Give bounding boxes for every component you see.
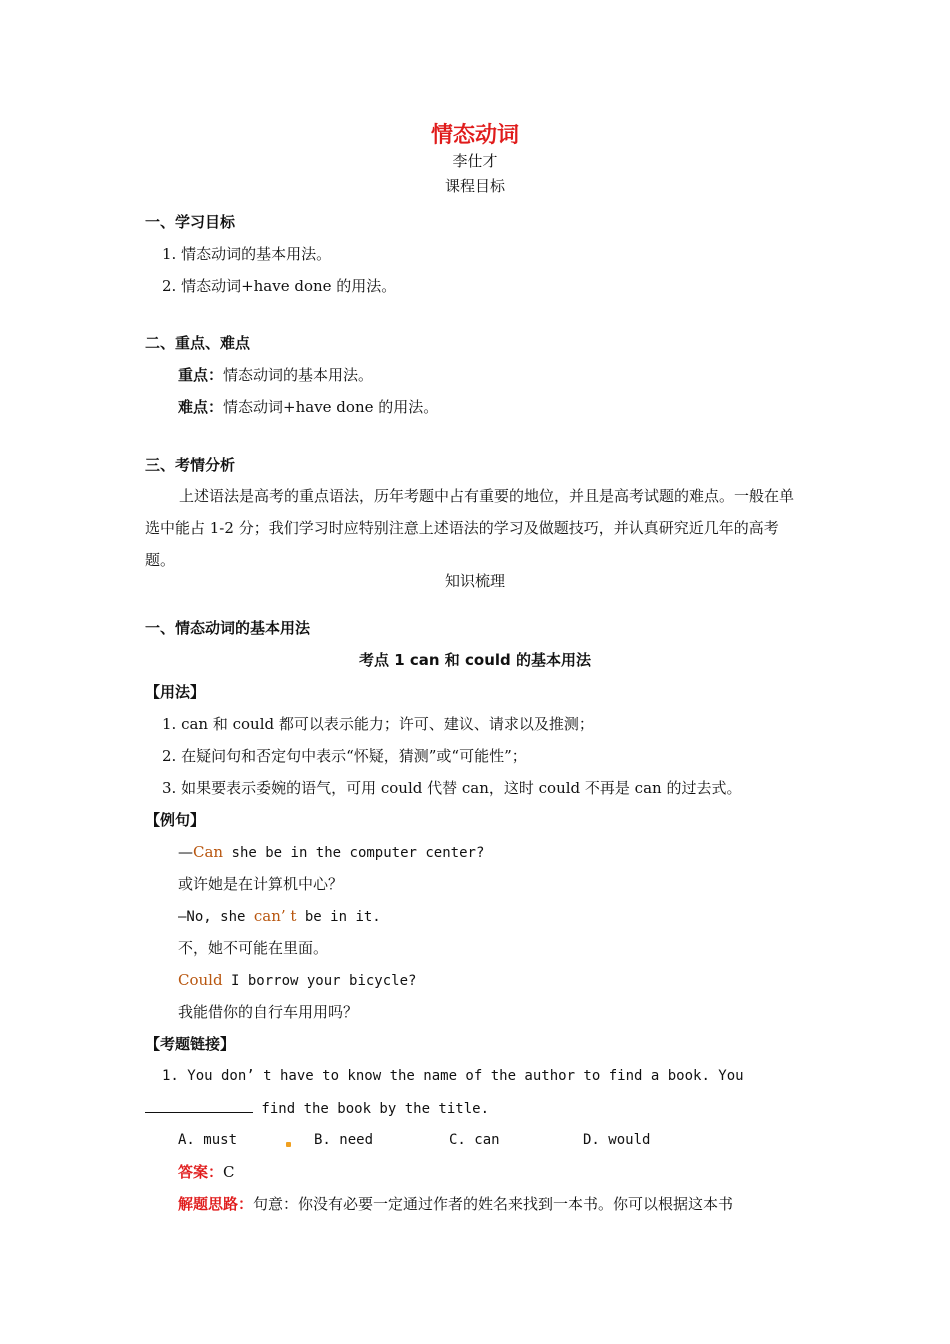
section-heading-key-points: 二、重点、难点 [145,334,251,352]
modal-can: Can [193,843,224,861]
usage-item-1: 1. can 和 could 都可以表示能力；许可、建议、请求以及推测； [162,715,594,733]
section-heading-learning-goals: 一、学习目标 [145,213,236,231]
example-question-2 [178,970,416,991]
example-question-1-rest: she be in the computer center? [223,845,485,861]
option-b: B. need [314,1132,374,1148]
analysis-text: 句意：你没有必要一定通过作者的姓名来找到一本书。你可以根据这本书 [253,1195,734,1213]
exam-question-line-1: 1. You don’ t have to know the name of the author to find a book. You [162,1068,744,1084]
difficulty-line [178,397,438,417]
usage-item-2: 2. 在疑问句和否定句中表示“怀疑，猜测”或“可能性”； [162,747,527,765]
exam-analysis-text: 上述语法是高考的重点语法，历年考题中占有重要的地位，并且是高考试题的难点。一般在单选中能占 1-2 分；我们学习时应特别注意上述语法的学习及做题技巧，并认真研究近几年的高考题。 [145,487,795,569]
example-answer-1 [178,906,381,927]
example-question-2-translation: 我能借你的自行车用用吗？ [178,1003,359,1021]
example-question-1 [178,842,484,863]
answer-line [178,1162,235,1182]
point-title: 考点 1 can 和 could 的基本用法 [359,651,591,669]
example-question-1-translation: 或许她是在计算机中心？ [178,875,344,893]
exam-link-label: 【考题链接】 [145,1035,236,1053]
course-goals-heading: 课程目标 [444,177,505,195]
exam-question-line-2-text: find the book by the title. [253,1101,490,1117]
example-label: 【例句】 [145,811,206,829]
author-name: 李仕才 [452,152,498,170]
analysis-label: 解题思路： [178,1195,254,1213]
example-answer-1-rest: be in it. [296,909,381,925]
document-title: 情态动词 [430,123,519,148]
part-heading-basic-usage: 一、情态动词的基本用法 [145,619,311,637]
exam-question-line-2 [145,1098,489,1119]
section-heading-exam-analysis: 三、考情分析 [145,456,236,474]
key-point-text: 情态动词的基本用法。 [223,366,374,384]
difficulty-text: 情态动词+have done 的用法。 [223,398,439,416]
goal-item-1: 1. 情态动词的基本用法。 [162,245,332,263]
example-answer-1-prefix: —No, she [178,909,254,925]
option-a: A. must [178,1132,238,1148]
example-answer-1-translation: 不，她不可能在里面。 [178,939,329,957]
modal-could: Could [178,971,223,989]
answer-label: 答案： [178,1163,224,1181]
option-c: C. can [449,1132,500,1148]
answer-blank [145,1098,253,1113]
exam-analysis-paragraph [145,480,807,576]
option-d: D. would [583,1132,651,1148]
key-point-label: 重点： [178,366,224,384]
knowledge-heading: 知识梳理 [444,572,505,590]
orange-dot-marker [286,1142,291,1147]
key-point-line [178,365,373,385]
usage-label: 【用法】 [145,683,206,701]
dash: — [178,843,193,861]
answer-value: C [223,1163,235,1181]
example-question-2-rest: I borrow your bicycle? [222,973,417,989]
modal-cant: can’ t [253,907,297,925]
difficulty-label: 难点： [178,398,224,416]
usage-item-3: 3. 如果要表示委婉的语气，可用 could 代替 can，这时 could 不再是 can 的过去式。 [162,779,742,797]
analysis-line [178,1194,733,1214]
goal-item-2: 2. 情态动词+have done 的用法。 [162,277,397,295]
